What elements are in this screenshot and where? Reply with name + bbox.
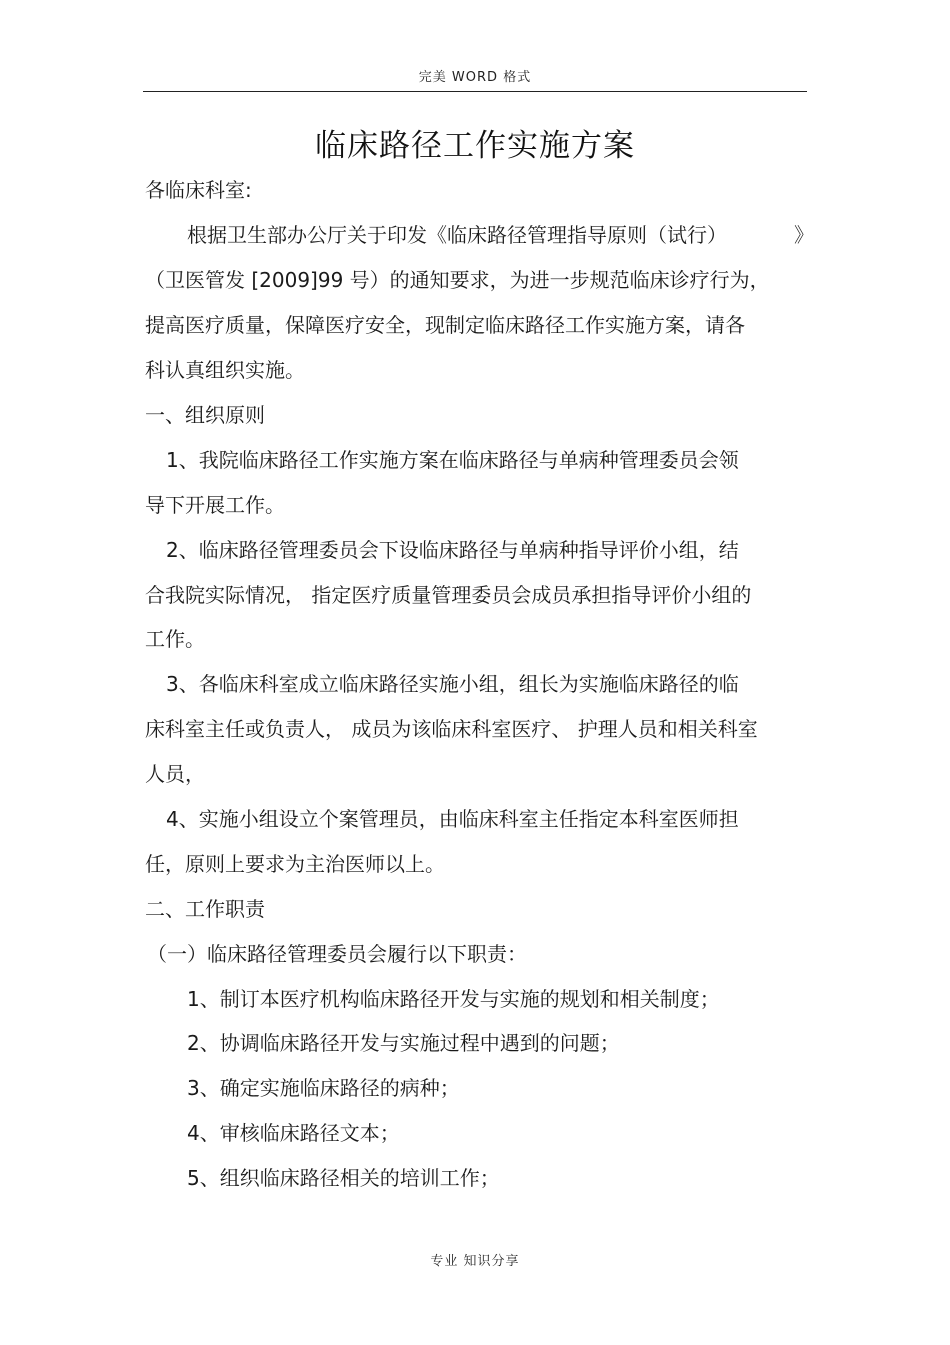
- list-item: 4、审核临床路径文本；: [187, 1121, 400, 1145]
- paragraph-line: 根据卫生部办公厅关于印发《临床路径管理指导原则（试行）: [187, 223, 727, 247]
- section-heading: 二、工作职责: [145, 897, 265, 921]
- salutation: 各临床科室:: [145, 178, 252, 202]
- paragraph-line: 床科室主任或负责人， 成员为该临床科室医疗、 护理人员和相关科室: [145, 717, 758, 741]
- section-heading: 一、组织原则: [145, 403, 265, 427]
- paragraph-line: 任，原则上要求为主治医师以上。: [145, 852, 445, 876]
- paragraph-line: 科认真组织实施。: [145, 358, 305, 382]
- list-item: 5、组织临床路径相关的培训工作；: [187, 1166, 500, 1190]
- paragraph-line: 4、实施小组设立个案管理员，由临床科室主任指定本科室医师担: [166, 807, 739, 831]
- list-item: 1、制订本医疗机构临床路径开发与实施的规划和相关制度；: [187, 987, 720, 1011]
- page-header: 完美 WORD 格式: [418, 70, 532, 85]
- paragraph-line: 1、我院临床路径工作实施方案在临床路径与单病种管理委员会领: [166, 448, 739, 472]
- paragraph-line: 导下开展工作。: [145, 493, 285, 517]
- paragraph-line: 合我院实际情况， 指定医疗质量管理委员会成员承担指导评价小组的: [145, 583, 752, 607]
- list-item: 2、协调临床路径开发与实施过程中遇到的问题；: [187, 1031, 620, 1055]
- paragraph-line: 3、各临床科室成立临床路径实施小组，组长为实施临床路径的临: [166, 672, 739, 696]
- paragraph-line: 人员，: [145, 762, 205, 786]
- paragraph-line: 2、临床路径管理委员会下设临床路径与单病种指导评价小组，结: [166, 538, 739, 562]
- list-item: 3、确定实施临床路径的病种；: [187, 1076, 460, 1100]
- paragraph-line: 提高医疗质量，保障医疗安全，现制定临床路径工作实施方案，请各: [145, 313, 745, 337]
- paragraph-line: 工作。: [145, 627, 205, 651]
- page-footer: 专业 知识分享: [430, 1254, 520, 1269]
- document-title: 临床路径工作实施方案: [315, 128, 635, 164]
- paragraph-line: （卫医管发 [2009]99 号）的通知要求，为进一步规范临床诊疗行为，: [145, 268, 770, 292]
- subsection-heading: （一）临床路径管理委员会履行以下职责：: [147, 942, 527, 966]
- header-divider: [143, 91, 807, 92]
- paragraph-line: 》: [794, 223, 814, 247]
